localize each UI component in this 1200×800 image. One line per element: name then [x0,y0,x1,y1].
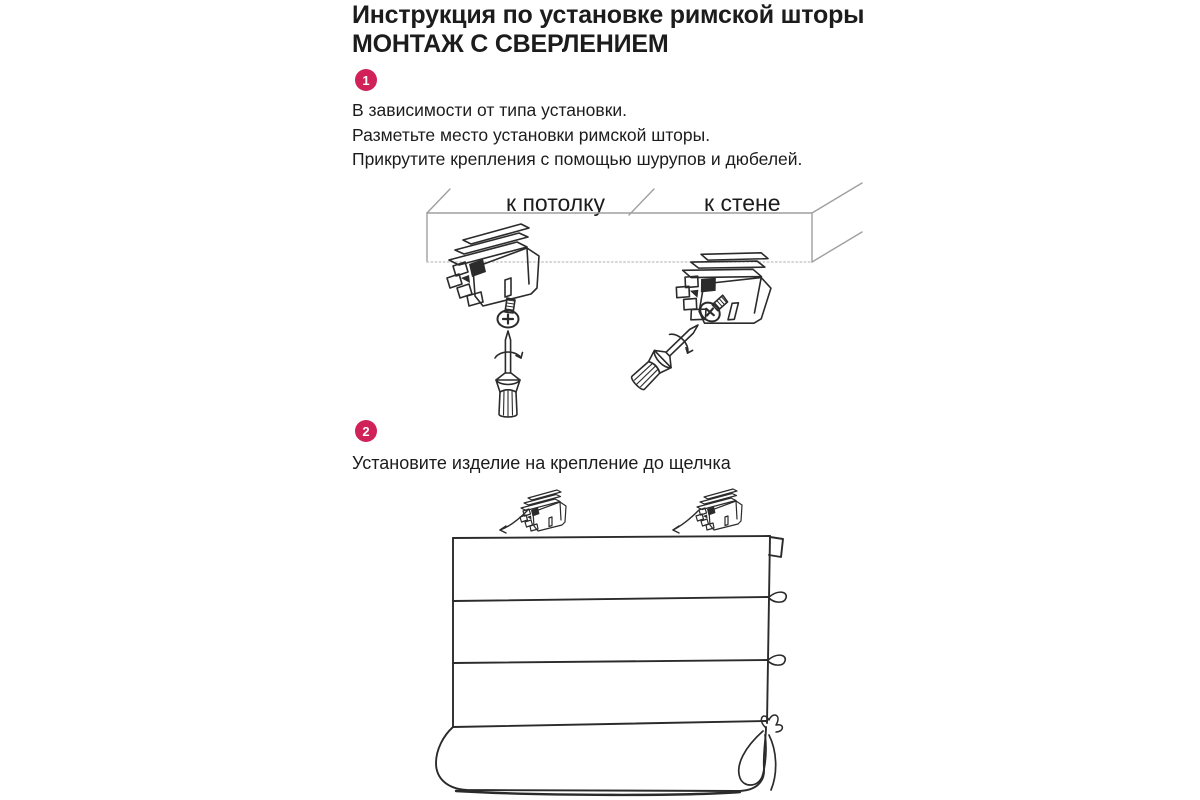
ceiling-screwdriver-icon [495,331,523,417]
page-title: Инструкция по установке римской шторы [352,1,865,29]
blind-fold-line [453,660,768,663]
ring-loop [768,655,785,665]
top-corner-tab [769,537,783,557]
wall-screwdriver-icon [627,316,708,396]
ceiling-bracket-drawing [447,224,539,306]
blind-top-edge [453,536,770,538]
beam-drawing [427,183,862,262]
blind-right-edge [767,536,770,723]
wall-bracket-drawing [670,235,779,337]
step-2-badge: 2 [355,420,377,442]
page-subtitle: МОНТАЖ С СВЕРЛЕНИЕМ [352,30,669,58]
roman-blind-drawing [436,536,786,795]
ceiling-screw-icon [498,298,519,328]
instruction-line: Установите изделие на крепление до щелчка [352,453,731,473]
bow-knot [761,715,782,732]
bottom-roll [436,727,766,791]
attach-arrow-right-icon [673,510,699,533]
roll-top-line [453,721,766,727]
ring-loop [769,592,786,602]
bow-loop [739,731,766,785]
bow-strand [769,735,776,790]
instruction-line: В зависимости от типа установки. [352,100,627,120]
blind-bracket-right [696,489,742,530]
label-to-ceiling: к потолку [506,190,605,216]
label-to-wall: к стене [704,190,781,216]
instruction-line: Разметьте место установки римской шторы. [352,124,711,145]
instruction-line: Прикрутите крепления с помощью шурупов и дюбелей. [352,149,803,170]
blind-fold-line [453,597,769,601]
step-1-badge: 1 [355,69,377,91]
